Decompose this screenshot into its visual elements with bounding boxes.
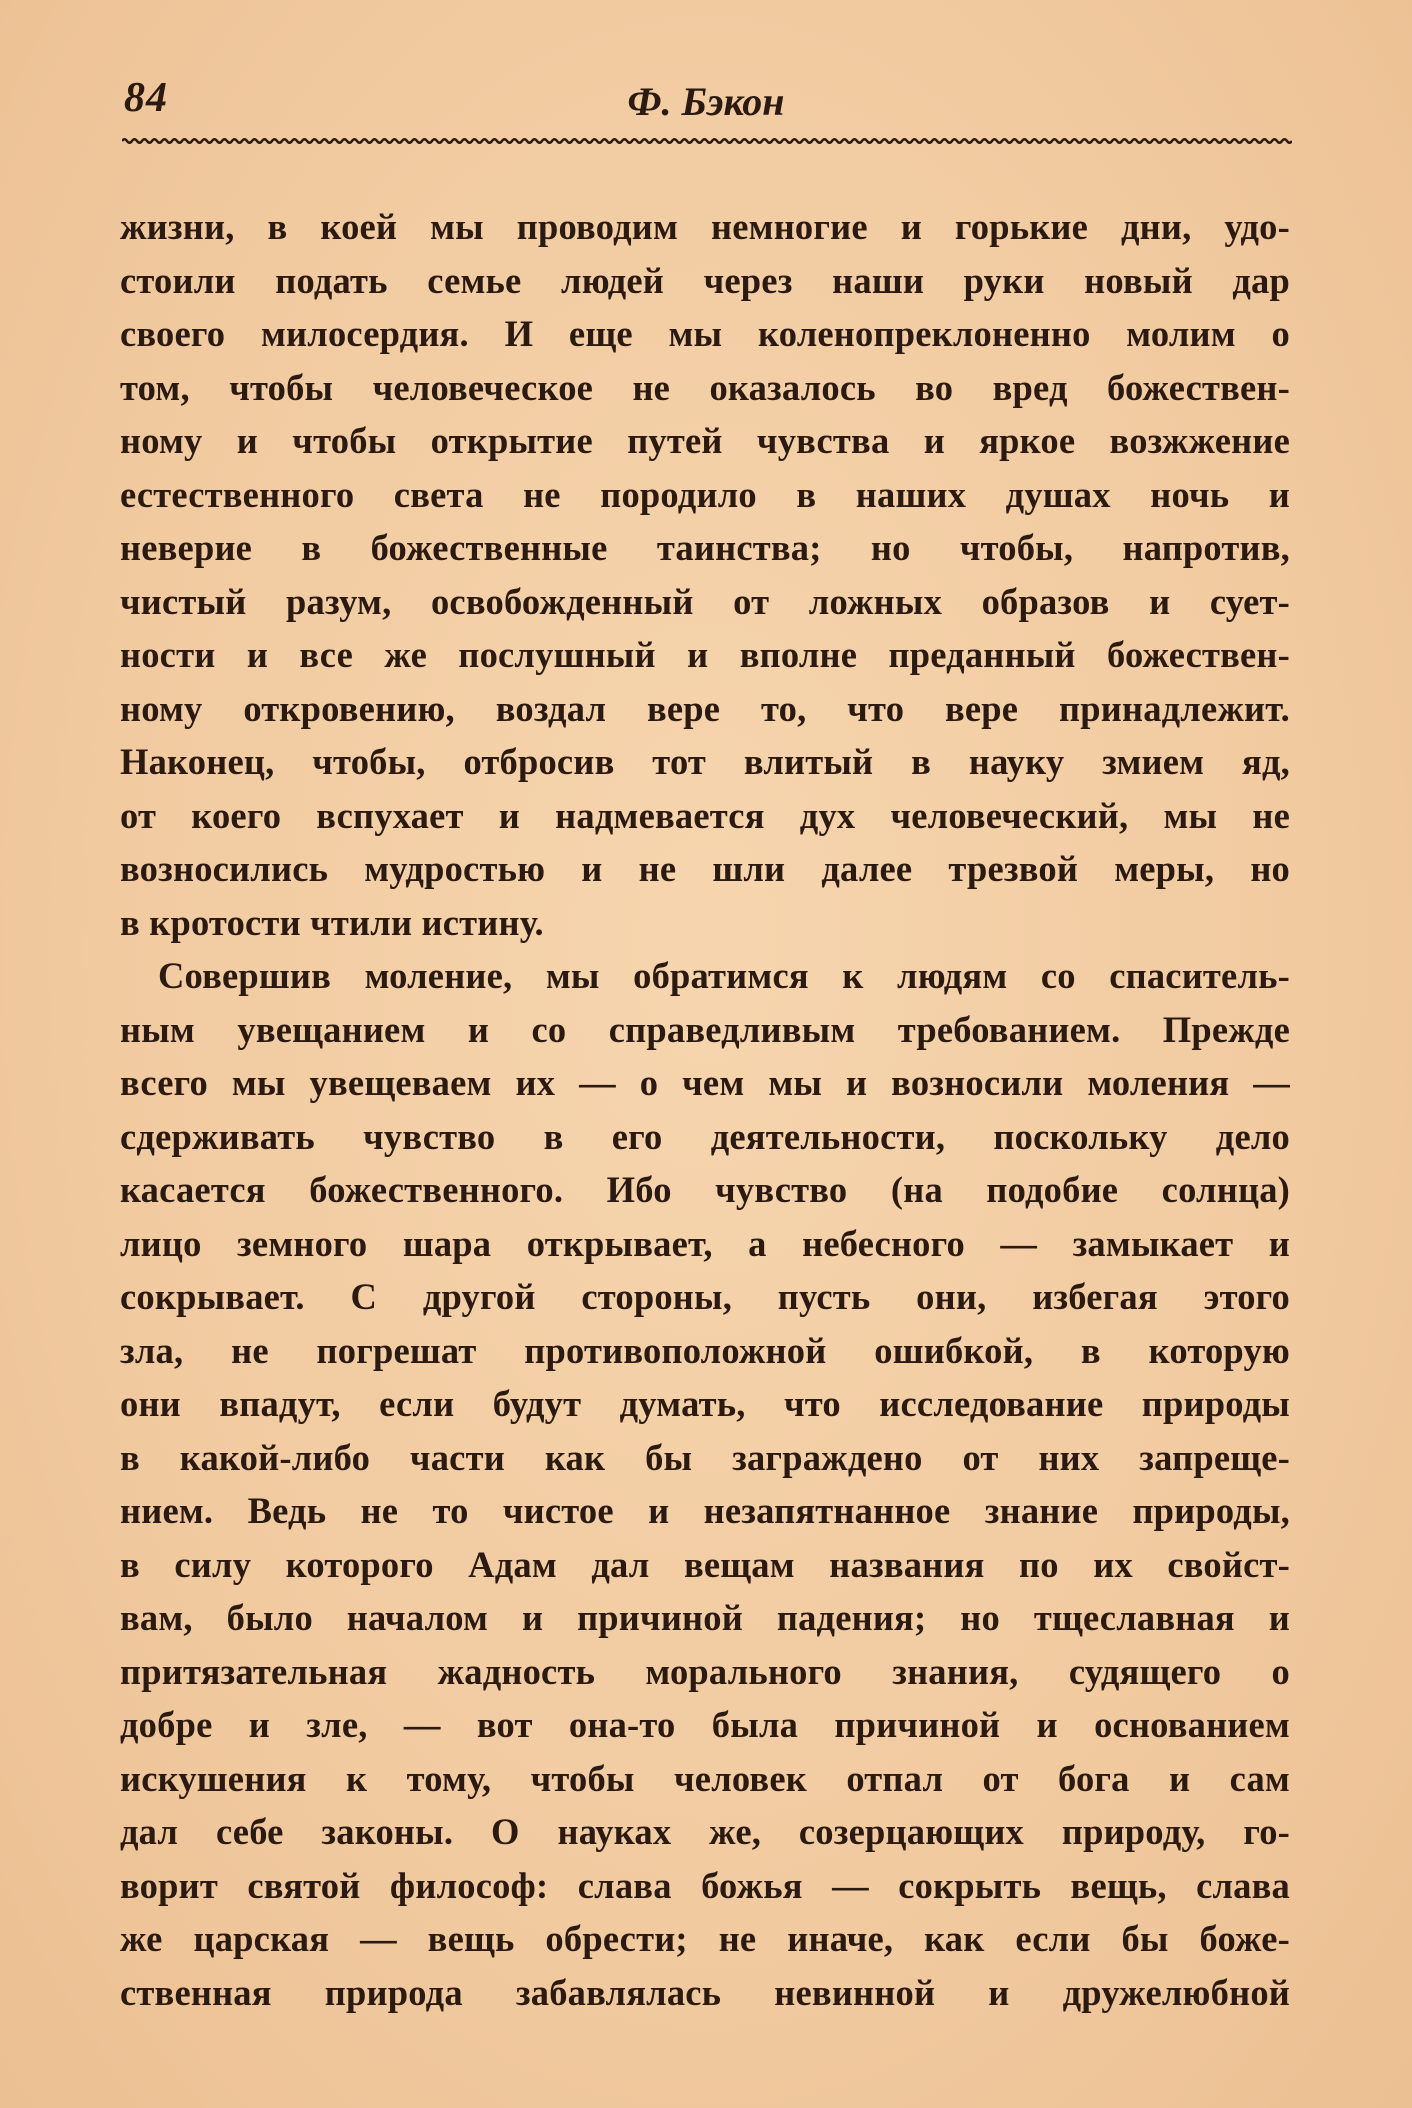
wavy-rule-ornament: [122, 133, 1292, 149]
text-line: в кротости чтили истину.: [120, 901, 544, 943]
text-line: сдерживать чувство в его деятельности, поскольку дело: [120, 1115, 1290, 1157]
text-line: в силу которого Адам дал вещам названия по их свойст-: [120, 1543, 1290, 1585]
text-line: ным увещанием и со справедливым требованием. Прежде: [120, 1008, 1290, 1050]
text-line: естественного света не породило в наших душах ночь и: [120, 473, 1290, 515]
text-line: зла, не погрешат противоположной ошибкой, в которую: [120, 1329, 1290, 1371]
text-line: своего милосердия. И еще мы коленопреклоненно молим о: [120, 313, 1290, 354]
text-line: от коего вспухает и надмевается дух человеческий, мы не: [120, 794, 1290, 836]
text-line: Совершив моление, мы обратимся к людям со спаситель-: [158, 955, 1290, 996]
text-line: притязательная жадность морального знания, судящего о: [120, 1650, 1290, 1692]
text-line: том, чтобы человеческое не оказалось во вред божествен-: [120, 366, 1290, 408]
body-text: [120, 200, 1290, 2019]
paragraph: [120, 200, 1290, 949]
text-line: нием. Ведь не то чистое и незапятнанное знание природы,: [120, 1490, 1290, 1531]
text-line: касается божественного. Ибо чувство (на подобие солнца): [120, 1169, 1290, 1210]
text-line: вам, было началом и причиной падения; но тщеславная и: [120, 1597, 1290, 1638]
text-line: ворит святой философ: слава божья — сокрыть вещь, слава: [120, 1864, 1290, 1906]
text-line: ному и чтобы открытие путей чувства и яркое возжжение: [120, 420, 1290, 461]
text-line: добре и зле, — вот она-то была причиной и основанием: [120, 1704, 1290, 1745]
paragraph: [120, 949, 1290, 2019]
text-line: дал себе законы. О науках же, созерцающих природу, го-: [120, 1811, 1290, 1852]
text-line: чистый разум, освобожденный от ложных образов и сует-: [120, 580, 1290, 622]
text-line: они впадут, если будут думать, что исследование природы: [120, 1383, 1290, 1424]
text-line: же царская — вещь обрести; не иначе, как если бы боже-: [120, 1918, 1290, 1959]
text-line: всего мы увещеваем их — о чем мы и возносили моления —: [120, 1062, 1290, 1103]
text-line: искушения к тому, чтобы человек отпал от бога и сам: [120, 1757, 1290, 1799]
page-header: [120, 70, 1292, 130]
text-line: жизни, в коей мы проводим немногие и горькие дни, удо-: [120, 206, 1290, 247]
running-head: Ф. Бэкон: [627, 79, 785, 124]
text-line: Наконец, чтобы, отбросив тот влитый в науку змием яд,: [120, 741, 1290, 782]
text-line: лицо земного шара открывает, а небесного — замыкает и: [120, 1222, 1290, 1264]
text-line: неверие в божественные таинства; но чтобы, напротив,: [120, 527, 1290, 568]
text-line: ному откровению, воздал вере то, что вере принадлежит.: [120, 687, 1290, 729]
text-line: ности и все же послушный и вполне преданный божествен-: [120, 634, 1290, 675]
text-line: сокрывает. С другой стороны, пусть они, избегая этого: [120, 1276, 1290, 1317]
text-line: в какой-либо части как бы заграждено от них запреще-: [120, 1436, 1290, 1478]
text-line: стоили подать семье людей через наши руки новый дар: [120, 259, 1290, 301]
text-line: возносились мудростью и не шли далее трезвой меры, но: [120, 848, 1290, 889]
page-number: 84: [124, 75, 168, 121]
text-line: ственная природа забавлялась невинной и дружелюбной: [120, 1971, 1290, 2013]
